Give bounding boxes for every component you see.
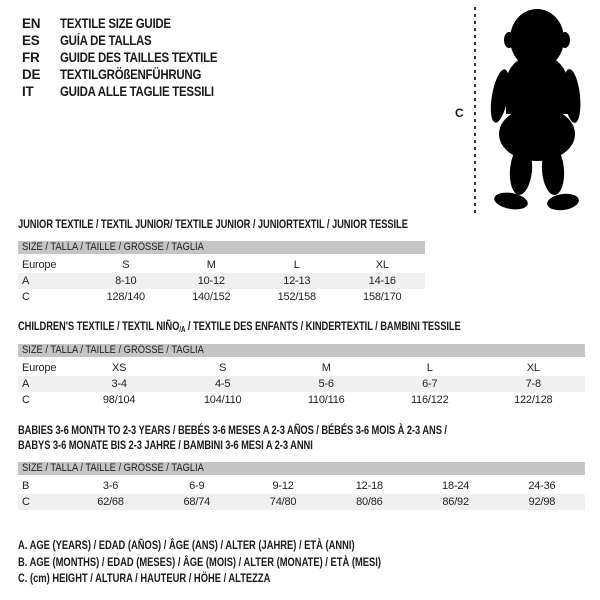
- legend-line-b: [18, 554, 483, 571]
- size-cell: 10-12: [197, 275, 225, 287]
- size-cell: L: [293, 259, 300, 271]
- size-header-bar: [18, 241, 425, 254]
- language-code: DE: [22, 67, 41, 82]
- children-title-part2: / TEXTILE DES ENFANTS / KINDERTEXTIL / BAMBINI TESSILE: [185, 319, 461, 333]
- language-row-de: [22, 66, 245, 83]
- size-cell: S: [122, 259, 130, 271]
- size-header-text: SIZE / TALLA / TAILLE / GRÖSSE / TAGLIA: [22, 462, 204, 474]
- legend-line-a-text: A. AGE (YEARS) / EDAD (AÑOS) / ÂGE (ANS) / ALTER (JAHRE) / ETÀ (ANNI): [18, 538, 355, 552]
- size-header-bar: [18, 462, 585, 475]
- junior-section-title: [18, 217, 518, 231]
- size-cell: 5-6: [318, 378, 334, 390]
- language-title: GUIDA ALLE TAGLIE TESSILI: [60, 84, 214, 99]
- table-row-europe: [18, 257, 425, 273]
- children-section-title: [18, 319, 586, 333]
- table-row-age-months: [18, 478, 585, 494]
- language-row-es: [22, 32, 245, 49]
- legend-line-a: [18, 537, 483, 554]
- size-cell: 152/158: [277, 291, 316, 303]
- size-cell: M: [321, 362, 331, 374]
- babies-size-table: [18, 462, 585, 510]
- size-cell: 8-10: [115, 275, 137, 287]
- size-cell: 7-8: [525, 378, 541, 390]
- size-cell: XL: [375, 259, 389, 271]
- size-cell: XL: [526, 362, 540, 374]
- language-list: [22, 15, 245, 100]
- table-row-age: [18, 376, 585, 392]
- size-cell: 74/80: [269, 496, 297, 508]
- babies-title-line2-text: BABYS 3-6 MONATE BIS 2-3 JAHRE / BAMBINI 3-6 MESI A 2-3 ANNI: [18, 438, 313, 452]
- legend-line-c: [18, 570, 483, 587]
- size-cell: 140/152: [192, 291, 231, 303]
- size-cell: 24-36: [528, 480, 556, 492]
- language-title: TEXTILE SIZE GUIDE: [60, 16, 171, 31]
- size-cell: 86/92: [442, 496, 469, 508]
- size-cell: 18-24: [442, 480, 470, 492]
- size-cell: 92/98: [528, 496, 556, 508]
- table-rows: [18, 478, 585, 510]
- size-cell: L: [426, 362, 433, 374]
- row-label: C: [22, 291, 30, 303]
- babies-title-line1-text: BABIES 3-6 MONTH TO 2-3 YEARS / BEBÉS 3-6 MESES A 2-3 AÑOS / BÉBÉS 3-6 MOIS À 2-3 ANS /: [18, 423, 447, 437]
- size-cell: 110/116: [307, 394, 345, 406]
- size-cell: 14-16: [368, 275, 396, 287]
- size-cell: 104/110: [203, 394, 242, 406]
- size-cell: 9-12: [272, 480, 294, 492]
- table-row-age: [18, 273, 425, 289]
- table-rows: [18, 360, 585, 408]
- size-header-text: SIZE / TALLA / TAILLE / GRÖSSE / TAGLIA: [22, 344, 204, 356]
- size-cell: XS: [111, 362, 127, 374]
- language-row-it: [22, 83, 245, 100]
- size-cell: 158/170: [363, 291, 402, 303]
- children-size-table: [18, 344, 585, 408]
- size-cell: M: [206, 259, 216, 271]
- babies-section-title-line2: [18, 438, 396, 452]
- size-cell: 128/140: [106, 291, 145, 303]
- legend-line-c-text: C. (cm) HEIGHT / ALTURA / HAUTEUR / HÖHE / ALTEZZA: [18, 571, 271, 585]
- row-label: A: [22, 275, 30, 287]
- language-row-fr: [22, 49, 245, 66]
- size-cell: 12-18: [355, 480, 383, 492]
- size-cell: 62/68: [97, 496, 124, 508]
- legend-line-b-text: B. AGE (MONTHS) / EDAD (MESES) / ÂGE (MOIS) / ALTER (MONATE) / ETÀ (MESI): [18, 554, 381, 569]
- size-cell: 6-9: [189, 480, 205, 492]
- language-code: IT: [22, 84, 34, 99]
- height-measure-line: [473, 7, 477, 213]
- row-label: B: [22, 480, 30, 492]
- size-cell: S: [219, 362, 227, 374]
- row-label: A: [22, 378, 30, 390]
- table-row-height: [18, 494, 585, 510]
- size-cell: 98/104: [102, 394, 136, 406]
- language-code: FR: [22, 50, 40, 65]
- size-cell: 80/86: [356, 496, 383, 508]
- children-title-part1: CHILDREN'S TEXTILE / TEXTIL NIÑO: [18, 319, 180, 333]
- size-cell: 122/128: [514, 394, 553, 406]
- language-code: EN: [22, 16, 41, 31]
- size-cell: 68/74: [183, 496, 211, 508]
- height-label: C: [455, 106, 464, 120]
- size-header-text: SIZE / TALLA / TAILLE / GRÖSSE / TAGLIA: [22, 241, 204, 253]
- baby-silhouette-icon: [481, 6, 593, 212]
- size-cell: 6-7: [422, 378, 438, 390]
- junior-size-table: [18, 241, 425, 305]
- children-title-subscript: /A: [179, 325, 186, 334]
- row-label: Europe: [22, 362, 57, 374]
- language-row-en: [22, 15, 245, 32]
- language-title: GUÍA DE TALLAS: [60, 33, 152, 48]
- row-label: Europe: [22, 259, 57, 271]
- size-header-bar: [18, 344, 585, 357]
- language-title: GUIDE DES TAILLES TEXTILE: [60, 50, 218, 65]
- language-code: ES: [22, 33, 40, 48]
- size-cell: 4-5: [215, 378, 231, 390]
- children-section-title-text: [18, 319, 461, 337]
- table-row-height: [18, 289, 425, 305]
- babies-section-title-line1: [18, 423, 568, 437]
- row-label: C: [22, 496, 30, 508]
- size-cell: 12-13: [283, 275, 311, 287]
- size-cell: 3-4: [111, 378, 127, 390]
- junior-section-title-text: JUNIOR TEXTILE / TEXTIL JUNIOR/ TEXTILE JUNIOR / JUNIORTEXTIL / JUNIOR TESSILE: [18, 217, 408, 231]
- table-row-height: [18, 392, 585, 408]
- table-row-europe: [18, 360, 585, 376]
- table-rows: [18, 257, 425, 305]
- row-label: C: [22, 394, 30, 406]
- language-title: TEXTILGRÖßENFÜHRUNG: [60, 67, 202, 82]
- size-cell: 3-6: [102, 480, 119, 492]
- size-cell: 116/122: [410, 394, 449, 406]
- legend: [18, 537, 483, 587]
